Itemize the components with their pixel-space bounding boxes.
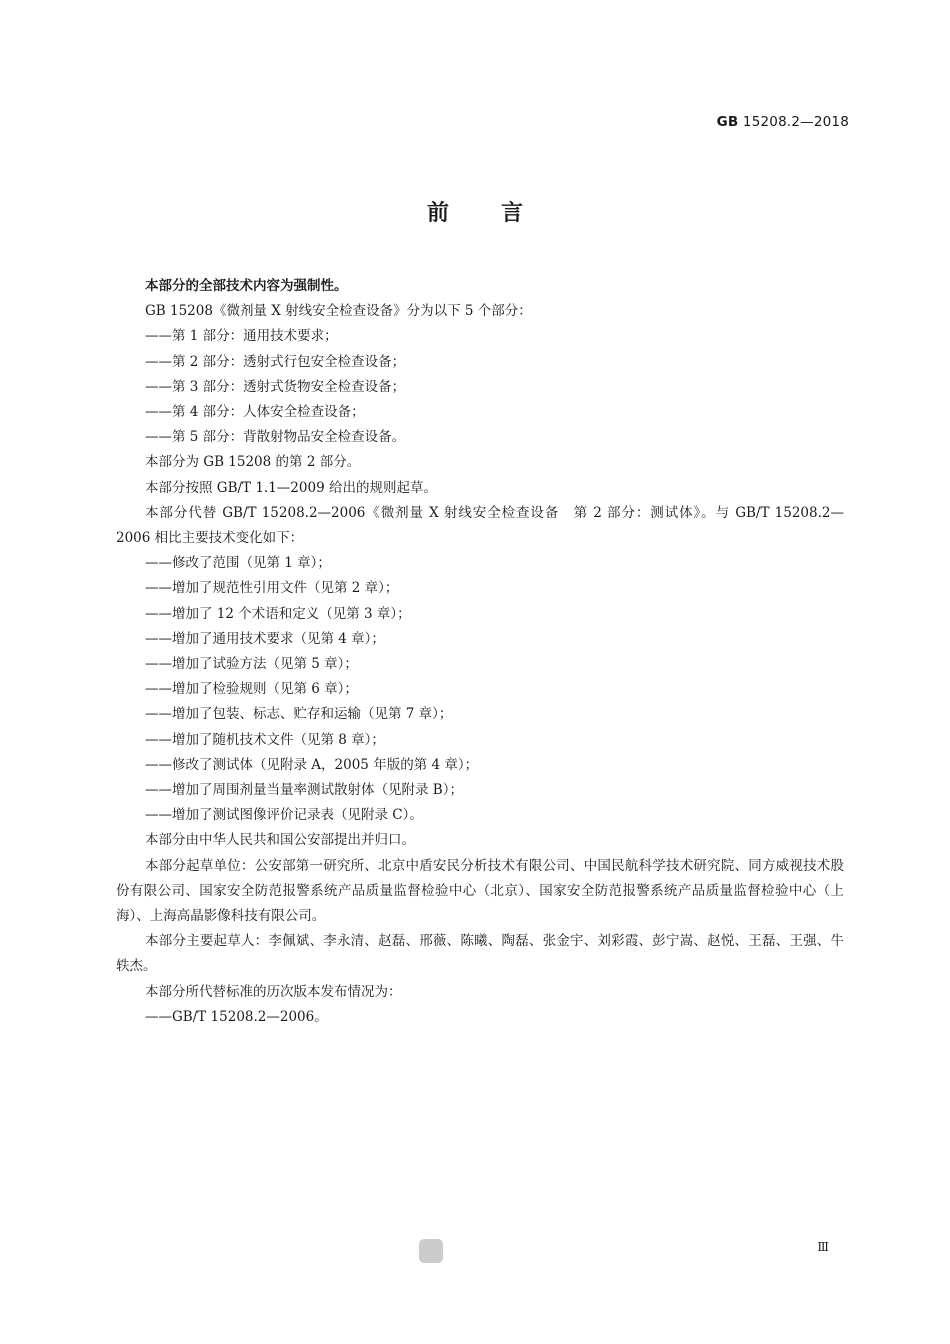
main-drafters: 本部分主要起草人：李佩斌、李永清、赵磊、邢薇、陈曦、陶磊、张金宇、刘彩霞、彭宁嵩、赵悦、王磊、王强、牛轶杰。 — [116, 933, 844, 975]
mandatory-statement: 本部分的全部技术内容为强制性。 — [145, 278, 348, 294]
proposer-statement: 本部分由中华人民共和国公安部提出并归口。 — [145, 832, 415, 849]
change-item: ——修改了测试体（见附录 A，2005 年版的第 4 章）； — [145, 756, 479, 773]
page-number: Ⅲ — [817, 1240, 829, 1254]
part-item: ——第 5 部分：背散射物品安全检查设备。 — [145, 429, 406, 446]
page-title: 前言 — [426, 201, 575, 226]
change-item: ——增加了 12 个术语和定义（见第 3 章）； — [145, 605, 411, 622]
replacement-statement: 本部分代替 GB/T 15208.2—2006《微剂量 X 射线安全检查设备 第 2 部分：测试体》。与 GB/T 15208.2—2006 相比主要技术变化如下： — [116, 504, 844, 547]
part-item: ——第 2 部分：透射式行包安全检查设备； — [145, 353, 406, 370]
change-item: ——增加了周围剂量当量率测试散射体（见附录 B）； — [145, 782, 463, 799]
drafting-units: 本部分起草单位：公安部第一研究所、北京中盾安民分析技术有限公司、中国民航科学技术研究院、同方威视技术股份有限公司、国家安全防范报警系统产品质量监督检验中心（北京）、国家安全防范报警系统产品质量监督检验中心（上海）、上海高晶影像科技有限公司。 — [116, 857, 844, 925]
change-item: ——增加了试验方法（见第 5 章）； — [145, 656, 358, 673]
standard-code-prefix: GB — [716, 114, 739, 130]
changes-list — [116, 551, 844, 828]
history-intro: 本部分所代替标准的历次版本发布情况为： — [145, 983, 402, 1000]
history-item: ——GB/T 15208.2—2006。 — [145, 1008, 328, 1025]
change-item: ——增加了检验规则（见第 6 章）； — [145, 681, 358, 698]
change-item: ——增加了包装、标志、贮存和运输（见第 7 章）； — [145, 706, 453, 723]
standard-code-number: 15208.2—2018 — [742, 114, 849, 130]
parts-list — [116, 324, 844, 450]
change-item: ——增加了规范性引用文件（见第 2 章）； — [145, 580, 399, 597]
parts-intro: GB 15208《微剂量 X 射线安全检查设备》分为以下 5 个部分： — [145, 303, 532, 320]
drafting-rule: 本部分按照 GB/T 1.1—2009 给出的规则起草。 — [145, 479, 437, 496]
change-item: ——修改了范围（见第 1 章）； — [145, 555, 331, 572]
gray-square-mark — [419, 1239, 443, 1263]
foreword-body — [116, 274, 844, 1030]
part-statement: 本部分为 GB 15208 的第 2 部分。 — [145, 454, 361, 471]
part-item: ——第 1 部分：通用技术要求； — [145, 328, 338, 345]
change-item: ——增加了通用技术要求（见第 4 章）； — [145, 630, 385, 647]
part-item: ——第 3 部分：透射式货物安全检查设备； — [145, 378, 406, 395]
part-item: ——第 4 部分：人体安全检查设备； — [145, 404, 365, 421]
change-item: ——增加了测试图像评价记录表（见附录 C）。 — [145, 807, 423, 824]
standard-code-header — [717, 114, 849, 130]
change-item: ——增加了随机技术文件（见第 8 章）； — [145, 731, 385, 748]
